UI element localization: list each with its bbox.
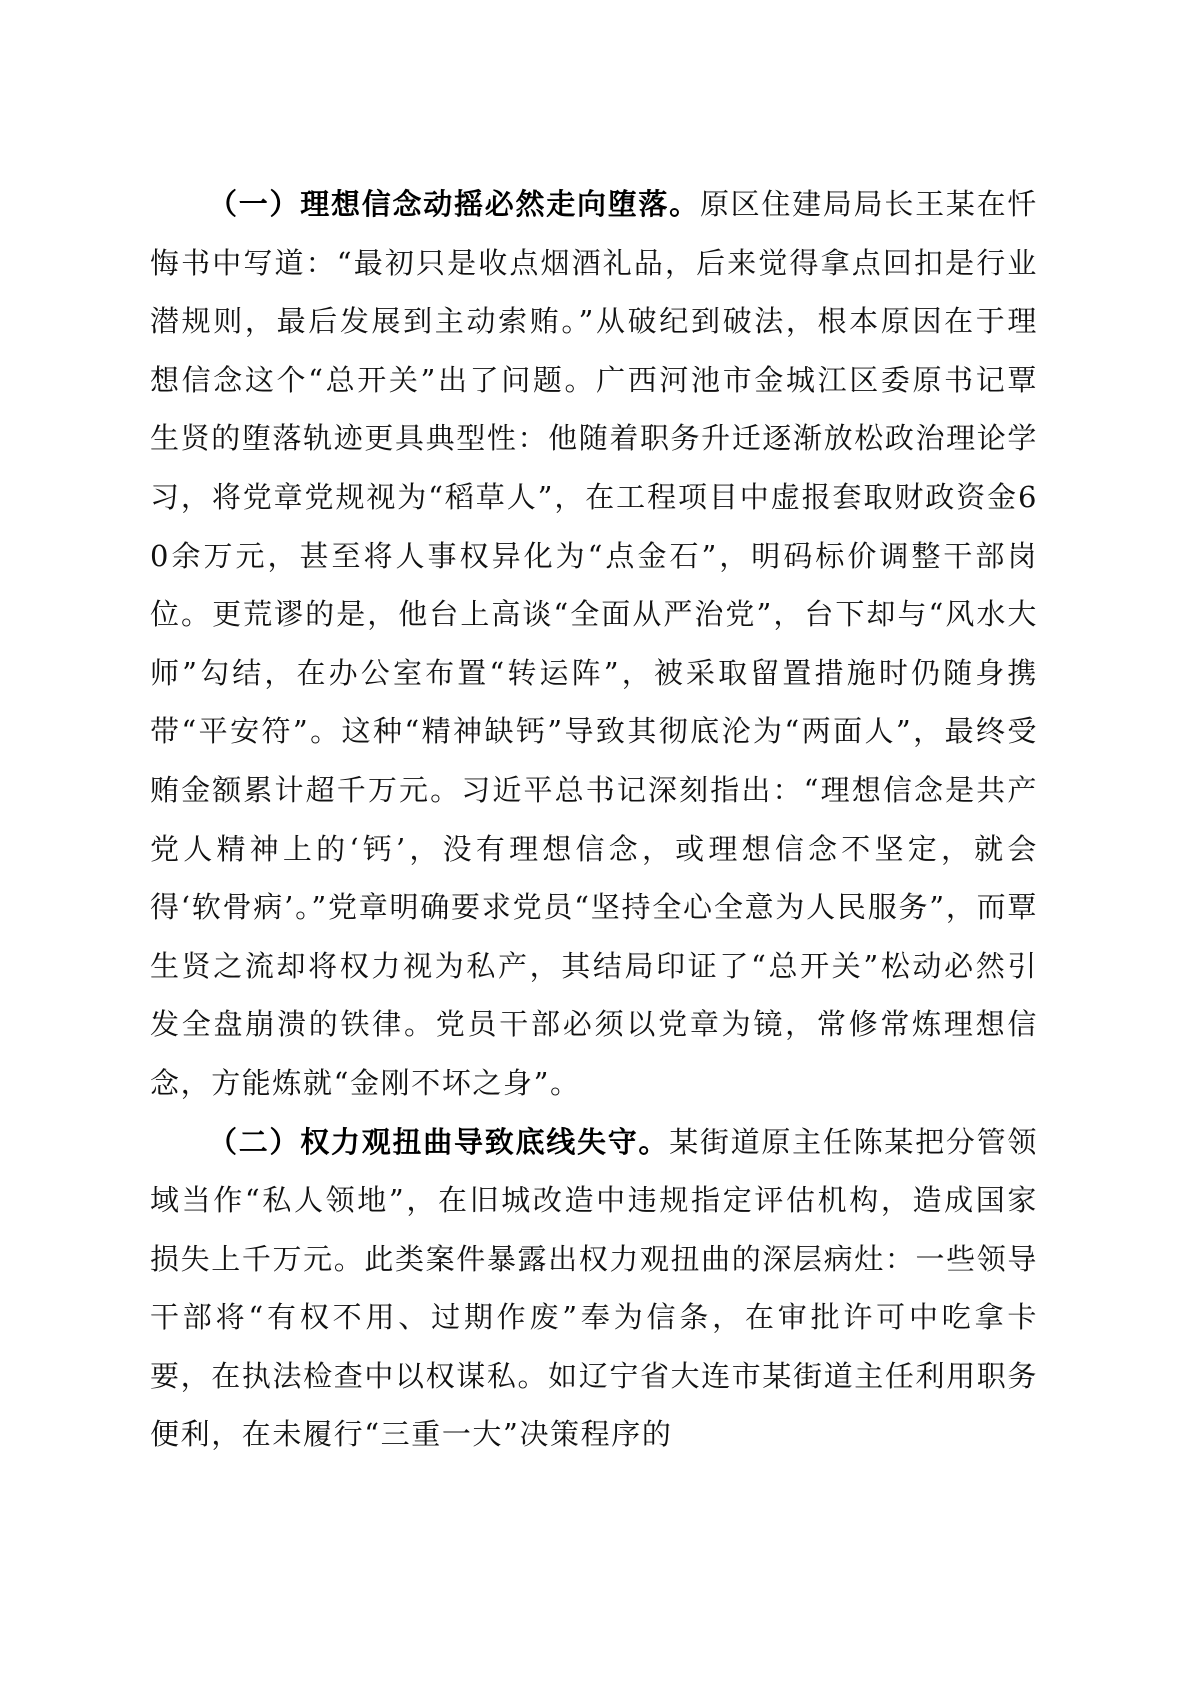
- paragraph-2-text: 某街道原主任陈某把分管领域当作“私人领地”，在旧城改造中违规指定评估机构，造成国家损失上千万元。此类案件暴露出权力观扭曲的深层病灶：一些领导干部将“有权不用、过期作废”奉为信条，在审批许可中吃拿卡要，在执法检查中以权谋私。如辽宁省大连市某街道主任利用职务便利，在未履行“三重一大”决策程序的: [150, 1124, 1038, 1452]
- paragraph-2: [150, 1113, 1038, 1465]
- paragraph-1: [150, 175, 1038, 1113]
- document-body: [150, 175, 1038, 1464]
- paragraph-2-heading: （二）权力观扭曲导致底线失守。: [208, 1124, 670, 1159]
- paragraph-1-text: 原区住建局局长王某在忏悔书中写道：“最初只是收点烟酒礼品，后来觉得拿点回扣是行业潜规则，最后发展到主动索贿。”从破纪到破法，根本原因在于理想信念这个“总开关”出了问题。广西河池市金城江区委原书记覃生贤的堕落轨迹更具典型性：他随着职务升迁逐渐放松政治理论学习，将党章党规视为“稻草人”，在工程项目中虚报套取财政资金60余万元，甚至将人事权异化为“点金石”，明码标价调整干部岗位。更荒谬的是，他台上高谈“全面从严治党”，台下却与“风水大师”勾结，在办公室布置“转运阵”，被采取留置措施时仍随身携带“平安符”。这种“精神缺钙”导致其彻底沦为“两面人”，最终受贿金额累计超千万元。习近平总书记深刻指出：“理想信念是共产党人精神上的‘钙’，没有理想信念，或理想信念不坚定，就会得‘软骨病’。”党章明确要求党员“坚持全心全意为人民服务”，而覃生贤之流却将权力视为私产，其结局印证了“总开关”松动必然引发全盘崩溃的铁律。党员干部必须以党章为镜，常修常炼理想信念，方能炼就“金刚不坏之身”。: [150, 187, 1038, 1100]
- paragraph-1-heading: （一）理想信念动摇必然走向堕落。: [208, 187, 700, 221]
